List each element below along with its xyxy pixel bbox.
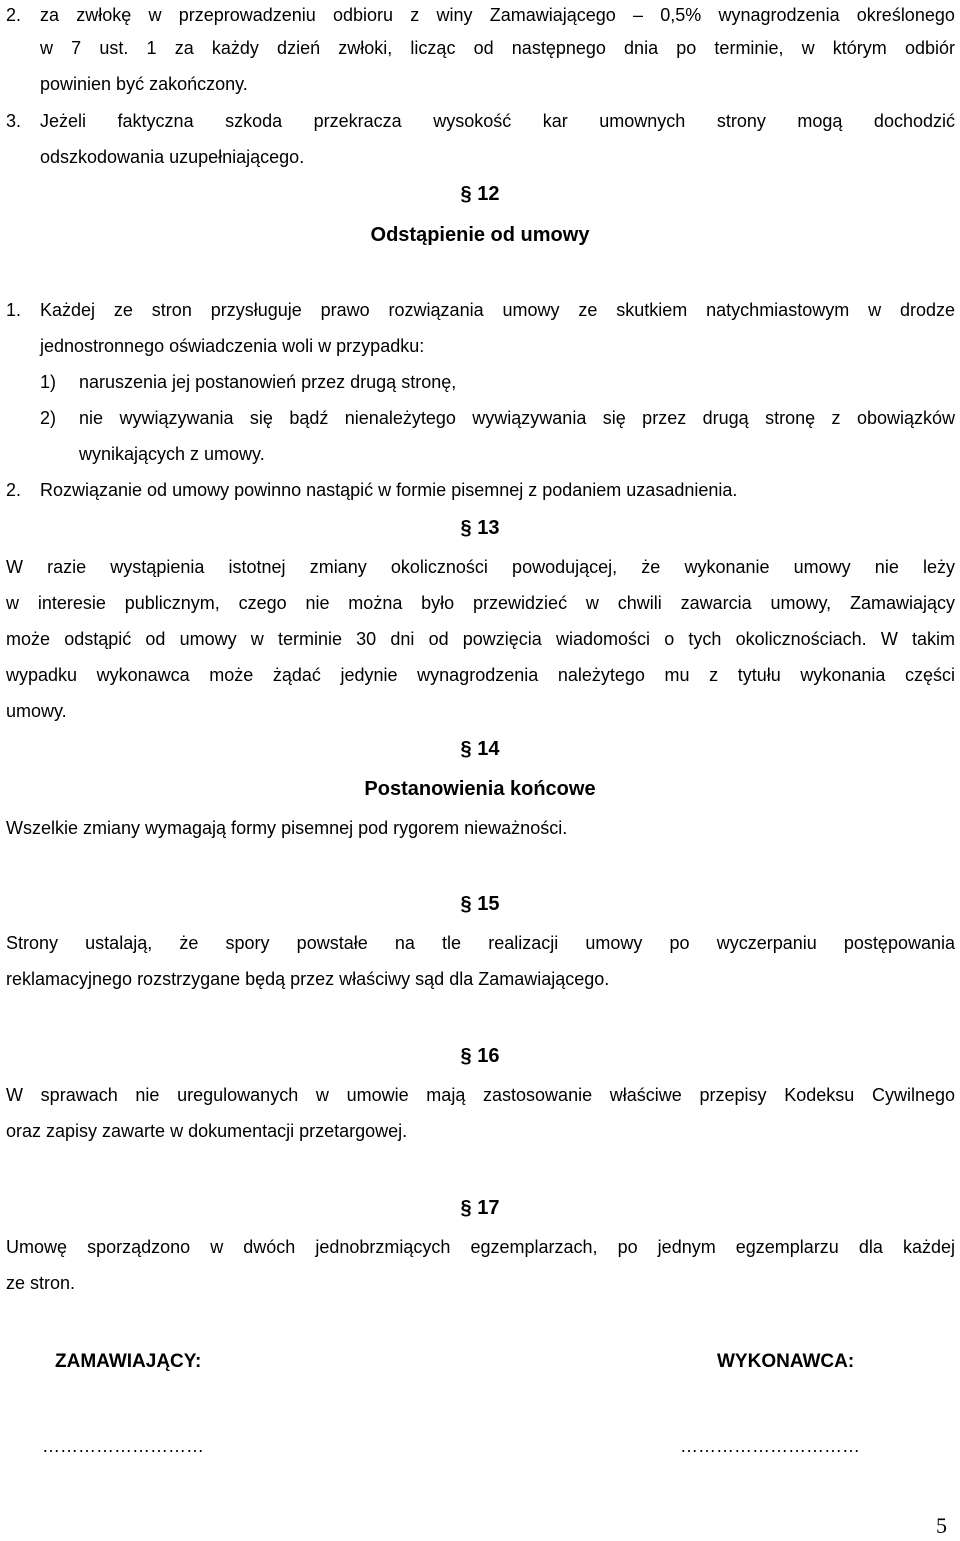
text-line: umowy. <box>6 701 67 721</box>
text-line: wynikających z umowy. <box>79 444 265 464</box>
word: Zamawiającego <box>489 5 616 25</box>
list-number: 3. <box>6 111 22 131</box>
section-heading: § 16 <box>460 1045 500 1067</box>
word: w <box>148 5 162 25</box>
text-line: Rozwiązanie od umowy powinno nastąpić w formie pisemnej z podaniem uzasadnienia. <box>40 480 738 500</box>
word: określonego <box>856 5 955 25</box>
text-line: ze stron. <box>6 1273 76 1293</box>
text-line: oraz zapisy zawarte w dokumentacji przetargowej. <box>6 1121 408 1141</box>
text-line: W sprawach nie uregulowanych w umowie mają zastosowanie właściwe przepisy Kodeksu Cywilnego <box>6 1085 955 1105</box>
list-number: 1. <box>6 300 22 320</box>
text-line: naruszenia jej postanowień przez drugą stronę, <box>79 372 457 392</box>
section-title: Postanowienia końcowe <box>364 778 596 800</box>
text-line: jednostronnego oświadczenia woli w przypadku: <box>40 336 425 356</box>
section-heading: § 13 <box>460 517 500 539</box>
word: – <box>633 5 644 25</box>
word: zwłokę <box>76 5 132 25</box>
text-line: powinien być zakończony. <box>40 74 248 94</box>
word: przeprowadzeniu <box>178 5 316 25</box>
text-line: wypadku wykonawca może żądać jedynie wynagrodzenia należytego mu z tytułu wykonania części <box>6 665 955 685</box>
list-number: 2. <box>6 480 22 500</box>
list-number: 2. <box>6 5 22 25</box>
list-number: 2) <box>40 408 57 428</box>
section-title: Odstąpienie od umowy <box>370 224 590 246</box>
section-heading: § 15 <box>460 893 500 915</box>
section-heading: § 17 <box>460 1197 500 1219</box>
section-heading: § 14 <box>460 738 500 760</box>
section-heading: § 12 <box>460 183 500 205</box>
signature-label-ordering-party: ZAMAWIAJĄCY: <box>55 1351 202 1372</box>
text-line: Wszelkie zmiany wymagają formy pisemnej pod rygorem nieważności. <box>6 818 568 838</box>
signature-line-right: ………………………… <box>680 1436 860 1456</box>
text-line: Umowę sporządzono w dwóch jednobrzmiących egzemplarzach, po jednym egzemplarzu dla każdej <box>6 1237 955 1257</box>
signature-line-left: ……………………… <box>42 1436 204 1456</box>
word: winy <box>436 5 473 25</box>
text-line: odszkodowania uzupełniającego. <box>40 147 305 167</box>
text-line: w 7 ust. 1 za każdy dzień zwłoki, licząc od następnego dnia po terminie, w którym odbiór <box>40 38 955 58</box>
text-line: w interesie publicznym, czego nie można było przewidzieć w chwili zawarcia umowy, Zamawiający <box>6 593 955 613</box>
text-line: Jeżeli faktyczna szkoda przekracza wysokość kar umownych strony mogą dochodzić <box>40 111 955 131</box>
word: wynagrodzenia <box>718 5 840 25</box>
text-line: Strony ustalają, że spory powstałe na tle realizacji umowy po wyczerpaniu postępowania <box>6 933 955 953</box>
text-line-justified <box>40 0 955 33</box>
text-line: nie wywiązywania się bądź nienależytego wywiązywania się przez drugą stronę z obowiązków <box>79 408 955 428</box>
text-line: reklamacyjnego rozstrzygane będą przez właściwy sąd dla Zamawiającego. <box>6 969 610 989</box>
text-line: może odstąpić od umowy w terminie 30 dni od powzięcia wiadomości o tych okolicznościach. W takim <box>6 629 955 649</box>
word: 0,5% <box>660 5 702 25</box>
list-number: 1) <box>40 372 57 392</box>
word: za <box>40 5 60 25</box>
word: z <box>410 5 420 25</box>
text-line: Każdej ze stron przysługuje prawo rozwiązania umowy ze skutkiem natychmiastowym w drodze <box>40 300 955 320</box>
signature-label-contractor: WYKONAWCA: <box>717 1351 855 1372</box>
text-line: W razie wystąpienia istotnej zmiany okoliczności powodującej, że wykonanie umowy nie leży <box>6 557 955 577</box>
page-number: 5 <box>936 1513 947 1538</box>
word: odbioru <box>333 5 394 25</box>
